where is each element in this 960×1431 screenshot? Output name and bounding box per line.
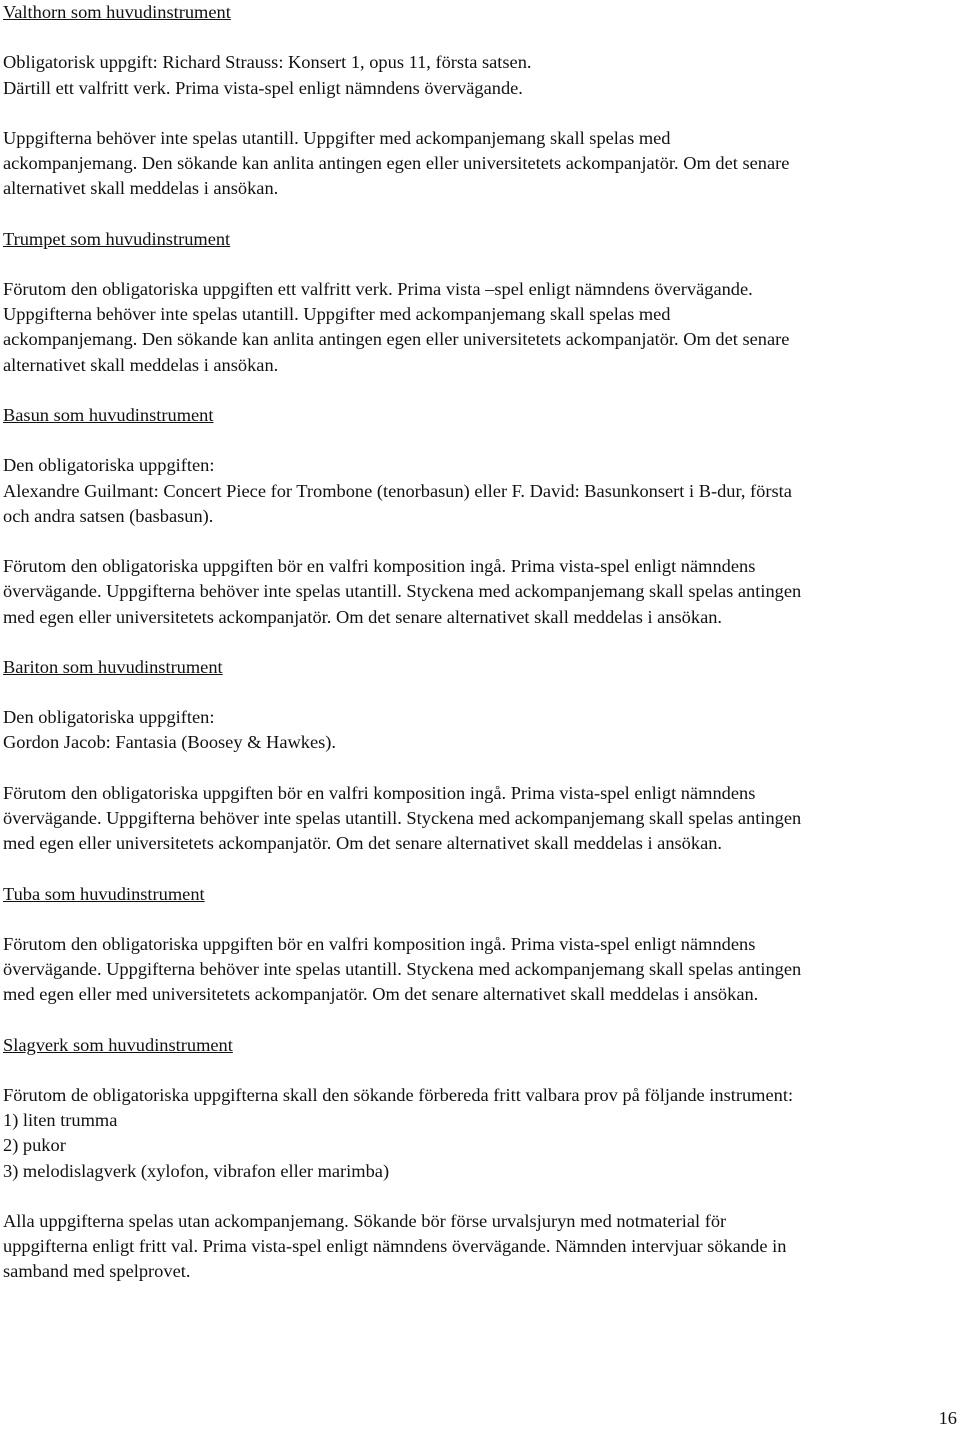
spacer (3, 756, 953, 781)
section-heading: Basun som huvudinstrument (3, 405, 214, 425)
spacer (3, 101, 953, 126)
text-line: Den obligatoriska uppgiften: (3, 455, 215, 476)
text-line: Obligatorisk uppgift: Richard Strauss: Konsert 1, opus 11, första satsen. (3, 52, 532, 73)
paragraph (3, 453, 953, 529)
spacer (3, 529, 953, 554)
text-line: Förutom de obligatoriska uppgifterna skall den sökande förbereda fritt valbara prov på följande instrument: (3, 1085, 794, 1106)
text-line: Alla uppgifterna spelas utan ackompanjemang. Sökande bör förse urvalsjuryn med notmaterial för (3, 1211, 727, 1231)
text-line: Därtill ett valfritt verk. Prima vista-spel enligt nämndens övervägande. (3, 77, 523, 98)
paragraph (3, 705, 953, 755)
text-line: övervägande. Uppgifterna behöver inte spelas utantill. Styckena med ackompanjemang skall spelas antingen (3, 808, 802, 828)
paragraph (3, 932, 953, 1008)
text-line: Förutom den obligatoriska uppgiften bör en valfri komposition ingå. Prima vista-spel enligt nämndens (3, 556, 756, 577)
text-line: Uppgifterna behöver inte spelas utantill. Uppgifter med ackompanjemang skall spelas med (3, 304, 671, 325)
text-line: Förutom den obligatoriska uppgiften bör en valfri komposition ingå. Prima vista-spel enligt nämndens (3, 782, 756, 803)
spacer (3, 1008, 953, 1033)
text-line: uppgifterna enligt fritt val. Prima vista-spel enligt nämndens övervägande. Nämnden intervjuar sökande in (3, 1236, 787, 1257)
text-line: samband med spelprovet. (3, 1261, 191, 1282)
paragraph (3, 1083, 953, 1184)
spacer (3, 428, 953, 453)
text-line: Förutom den obligatoriska uppgiften bör en valfri komposition ingå. Prima vista-spel enligt nämndens (3, 933, 756, 954)
page-number: 16 (938, 1408, 957, 1428)
paragraph (3, 781, 953, 857)
text-line: med egen eller universitetets ackompanjatör. Om det senare alternativet skall meddelas i ansökan. (3, 833, 723, 854)
spacer (3, 202, 953, 227)
text-line: övervägande. Uppgifterna behöver inte spelas utantill. Styckena med ackompanjemang skall spelas antingen (3, 581, 802, 602)
spacer (3, 680, 953, 705)
text-line: Uppgifterna behöver inte spelas utantill. Uppgifter med ackompanjemang skall spelas med (3, 127, 671, 148)
document-page (3, 0, 953, 1285)
text-line: alternativet skall meddelas i ansökan. (3, 178, 279, 199)
spacer (3, 25, 953, 50)
text-line: med egen eller universitetets ackompanjatör. Om det senare alternativet skall meddelas i ansökan. (3, 606, 723, 627)
text-line: med egen eller med universitetets ackompanjatör. Om det senare alternativet skall meddelas i ansökan. (3, 984, 759, 1005)
spacer (3, 630, 953, 655)
spacer (3, 252, 953, 277)
paragraph (3, 554, 953, 630)
text-line: och andra satsen (basbasun). (3, 505, 214, 526)
section-heading: Bariton som huvudinstrument (3, 656, 223, 677)
paragraph (3, 1209, 953, 1285)
text-line: övervägande. Uppgifterna behöver inte spelas utantill. Styckena med ackompanjemang skall spelas antingen (3, 959, 802, 980)
section-heading: Valthorn som huvudinstrument (3, 2, 231, 22)
text-line: ackompanjemang. Den sökande kan anlita antingen egen eller universitetets ackompanjatör. Om det senare (3, 329, 790, 350)
paragraph (3, 277, 953, 378)
paragraph (3, 50, 953, 100)
text-line: alternativet skall meddelas i ansökan. (3, 354, 279, 375)
spacer (3, 1184, 953, 1209)
text-line: 1) liten trumma (3, 1110, 118, 1131)
text-line: ackompanjemang. Den sökande kan anlita antingen egen eller universitetets ackompanjatör. Om det senare (3, 153, 790, 174)
text-line: Alexandre Guilmant: Concert Piece for Trombone (tenorbasun) eller F. David: Basunkonsert i B-dur, första (3, 480, 792, 501)
section-heading: Slagverk som huvudinstrument (3, 1034, 233, 1055)
text-line: 2) pukor (3, 1135, 66, 1156)
spacer (3, 907, 953, 932)
spacer (3, 1058, 953, 1083)
section-heading: Trumpet som huvudinstrument (3, 228, 231, 249)
text-line: Gordon Jacob: Fantasia (Boosey & Hawkes). (3, 732, 337, 753)
spacer (3, 856, 953, 881)
text-line: 3) melodislagverk (xylofon, vibrafon eller marimba) (3, 1160, 390, 1181)
text-line: Förutom den obligatoriska uppgiften ett valfritt verk. Prima vista –spel enligt nämndens övervägande. (3, 279, 753, 300)
spacer (3, 378, 953, 403)
text-line: Den obligatoriska uppgiften: (3, 707, 215, 728)
paragraph (3, 126, 953, 202)
section-heading: Tuba som huvudinstrument (3, 883, 205, 904)
